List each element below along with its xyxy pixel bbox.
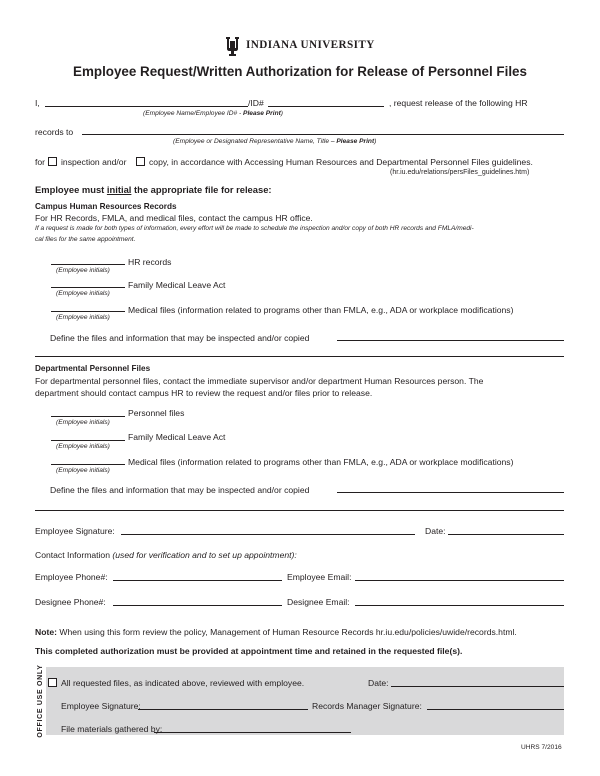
date-label: Date: bbox=[425, 526, 446, 536]
campus-define-field[interactable] bbox=[337, 340, 564, 341]
initials-hint: (Employee initials) bbox=[56, 467, 110, 474]
id-label: /ID# bbox=[248, 98, 264, 108]
initial-files-heading: Employee must initial the appropriate file for release: bbox=[35, 184, 272, 195]
dept-define-field-line2[interactable] bbox=[35, 510, 564, 511]
records-to-label: records to bbox=[35, 127, 74, 137]
inspection-label: inspection and/or bbox=[61, 157, 127, 167]
campus-medical-label: Medical files (information related to programs other than FMLA, e.g., ADA or workplace modifications) bbox=[128, 305, 514, 315]
initials-hint: (Employee initials) bbox=[56, 267, 110, 274]
campus-hr-intro: For HR Records, FMLA, and medical files, contact the campus HR office. bbox=[35, 213, 313, 223]
employee-phone-label: Employee Phone#: bbox=[35, 572, 108, 582]
i-label: I, bbox=[35, 98, 40, 108]
campus-fmla-label: Family Medical Leave Act bbox=[128, 280, 226, 290]
employee-name-field[interactable] bbox=[45, 106, 248, 107]
employee-phone-field[interactable] bbox=[113, 580, 282, 581]
initials-hint: (Employee initials) bbox=[56, 314, 110, 321]
form-title: Employee Request/Written Authorization for Release of Personnel Files bbox=[73, 64, 527, 79]
departmental-intro-line1: For departmental personnel files, contact the immediate supervisor and/or department Human Resources person. The bbox=[35, 376, 484, 386]
records-manager-signature-field[interactable] bbox=[427, 709, 564, 710]
name-hint: (Employee Name/Employee ID# - Please Print) bbox=[143, 110, 283, 117]
hr-records-label: HR records bbox=[128, 257, 172, 267]
copy-checkbox[interactable] bbox=[136, 157, 145, 166]
office-date-label: Date: bbox=[368, 678, 389, 688]
campus-fmla-initials-field[interactable] bbox=[51, 287, 125, 288]
dept-define-label: Define the files and information that may be inspected and/or copied bbox=[50, 485, 310, 495]
dept-fmla-initials-field[interactable] bbox=[51, 440, 125, 441]
dept-fmla-label: Family Medical Leave Act bbox=[128, 432, 226, 442]
iu-trident-logo-icon bbox=[225, 37, 240, 56]
for-label: for bbox=[35, 157, 46, 167]
initials-hint: (Employee initials) bbox=[56, 290, 110, 297]
employee-signature-field[interactable] bbox=[121, 534, 415, 535]
representative-name-field[interactable] bbox=[82, 134, 564, 135]
departmental-intro-line2: department should contact campus HR to review the request and/or files prior to release. bbox=[35, 388, 373, 398]
hr-records-initials-field[interactable] bbox=[51, 264, 125, 265]
departmental-heading: Departmental Personnel Files bbox=[35, 364, 151, 373]
campus-define-field-line2[interactable] bbox=[35, 356, 564, 357]
initials-hint: (Employee initials) bbox=[56, 443, 110, 450]
guidelines-url: (hr.iu.edu/relations/persFiles_guidelines.htm) bbox=[390, 169, 530, 176]
completed-authorization-note: This completed authorization must be provided at appointment time and retained in the requested file(s). bbox=[35, 646, 463, 656]
designee-email-label: Designee Email: bbox=[287, 597, 350, 607]
designee-phone-label: Designee Phone#: bbox=[35, 597, 106, 607]
dept-medical-initials-field[interactable] bbox=[51, 464, 125, 465]
file-materials-label: File materials gathered by: bbox=[61, 724, 163, 734]
inspection-checkbox[interactable] bbox=[48, 157, 57, 166]
form-code: UHRS 7/2016 bbox=[521, 744, 562, 751]
office-use-only-label: OFFICE USE ONLY bbox=[37, 664, 44, 738]
representative-hint: (Employee or Designated Representative Name, Title – Please Print) bbox=[173, 138, 377, 145]
copy-label: copy, in accordance with Accessing Human Resources and Departmental Personnel Files guidelines. bbox=[149, 157, 533, 167]
file-materials-field[interactable] bbox=[154, 732, 351, 733]
university-name: INDIANA UNIVERSITY bbox=[246, 39, 375, 51]
records-manager-signature-label: Records Manager Signature: bbox=[312, 701, 422, 711]
policy-note: Note: When using this form review the policy, Management of Human Resource Records hr.iu.edu/policies/uwide/records.html. bbox=[35, 627, 517, 637]
campus-hr-note-line2: cal files for the same appointment. bbox=[35, 236, 136, 243]
campus-hr-heading: Campus Human Resources Records bbox=[35, 202, 177, 211]
office-employee-signature-field[interactable] bbox=[138, 709, 308, 710]
employee-email-field[interactable] bbox=[355, 580, 564, 581]
personnel-files-label: Personnel files bbox=[128, 408, 185, 418]
date-field[interactable] bbox=[448, 534, 564, 535]
employee-id-field[interactable] bbox=[268, 106, 384, 107]
contact-info-label: Contact Information (used for verification and to set up appointment): bbox=[35, 550, 297, 560]
request-text: , request release of the following HR bbox=[389, 98, 528, 108]
campus-medical-initials-field[interactable] bbox=[51, 311, 125, 312]
dept-medical-label: Medical files (information related to programs other than FMLA, e.g., ADA or workplace modifications) bbox=[128, 457, 514, 467]
initials-hint: (Employee initials) bbox=[56, 419, 110, 426]
dept-define-field[interactable] bbox=[337, 492, 564, 493]
employee-signature-label: Employee Signature: bbox=[35, 526, 115, 536]
personnel-files-initials-field[interactable] bbox=[51, 416, 125, 417]
reviewed-label: All requested files, as indicated above, reviewed with employee. bbox=[61, 678, 305, 688]
designee-phone-field[interactable] bbox=[113, 605, 282, 606]
designee-email-field[interactable] bbox=[355, 605, 564, 606]
office-employee-signature-label: Employee Signature: bbox=[61, 701, 141, 711]
campus-define-label: Define the files and information that may be inspected and/or copied bbox=[50, 333, 310, 343]
employee-email-label: Employee Email: bbox=[287, 572, 352, 582]
campus-hr-note-line1: If a request is made for both types of information, every effort will be made to schedule the inspection and/or copy of both HR records and FMLA/medi- bbox=[35, 225, 474, 232]
reviewed-checkbox[interactable] bbox=[48, 678, 57, 687]
office-date-field[interactable] bbox=[391, 686, 564, 687]
